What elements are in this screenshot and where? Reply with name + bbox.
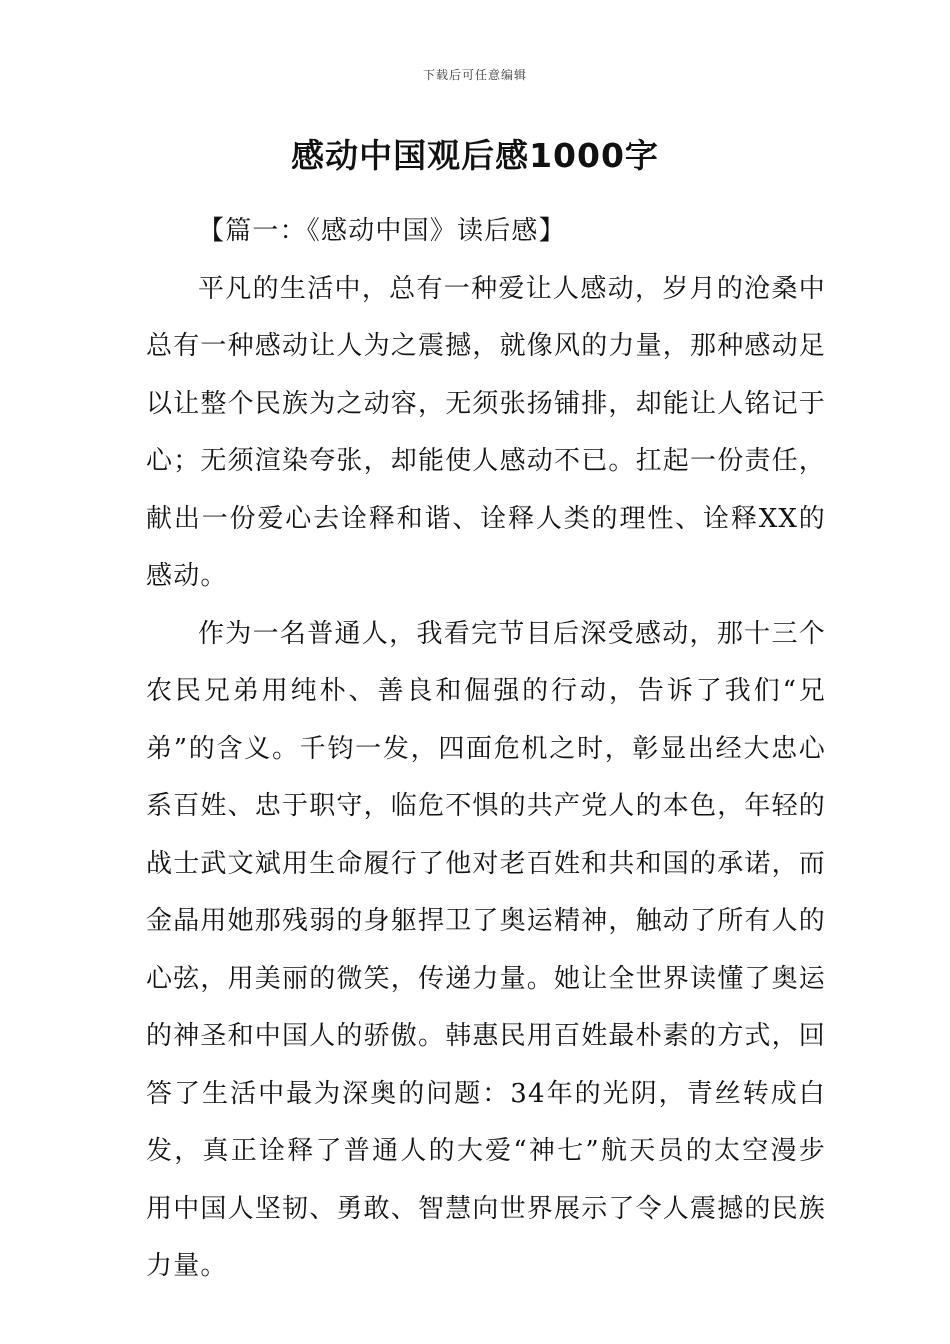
paragraph-1: 平凡的生活中，总有一种爱让人感动，岁月的沧桑中总有一种感动让人为之震撼，就像风的力量，那种感动足以让整个民族为之动容，无须张扬铺排，却能让人铭记于心；无须渲染夸张，却能使人感动不已。扛起一份责任，献出一份爱心去诠释和谐、诠释人类的理性、诠释XX的感动。: [146, 273, 827, 591]
document-body: [146, 203, 826, 1296]
document-title: 感动中国观后感1000字: [291, 136, 659, 175]
header-note: 下载后可任意编辑: [422, 68, 527, 82]
paragraph-2: 作为一名普通人，我看完节目后深受感动，那十三个农民兄弟用纯朴、善良和倔强的行动，告诉了我们“兄弟”的含义。千钧一发，四面危机之时，彰显出经大忠心系百姓、忠于职守，临危不惧的共产党人的本色，年轻的战士武文斌用生命履行了他对老百姓和共和国的承诺，而金晶用她那残弱的身躯捍卫了奥运精神，触动了所有人的心弦，用美丽的微笑，传递力量。她让全世界读懂了奥运的神圣和中国人的骄傲。韩惠民用百姓最朴素的方式，回答了生活中最为深奥的问题：34年的光阴，青丝转成白发，真正诠释了普通人的大爱“神七”航天员的太空漫步用中国人坚韧、勇敢、智慧向世界展示了令人震撼的民族力量。: [146, 618, 827, 1281]
section-heading: 【篇一：《感动中国》读后感】: [198, 216, 566, 246]
